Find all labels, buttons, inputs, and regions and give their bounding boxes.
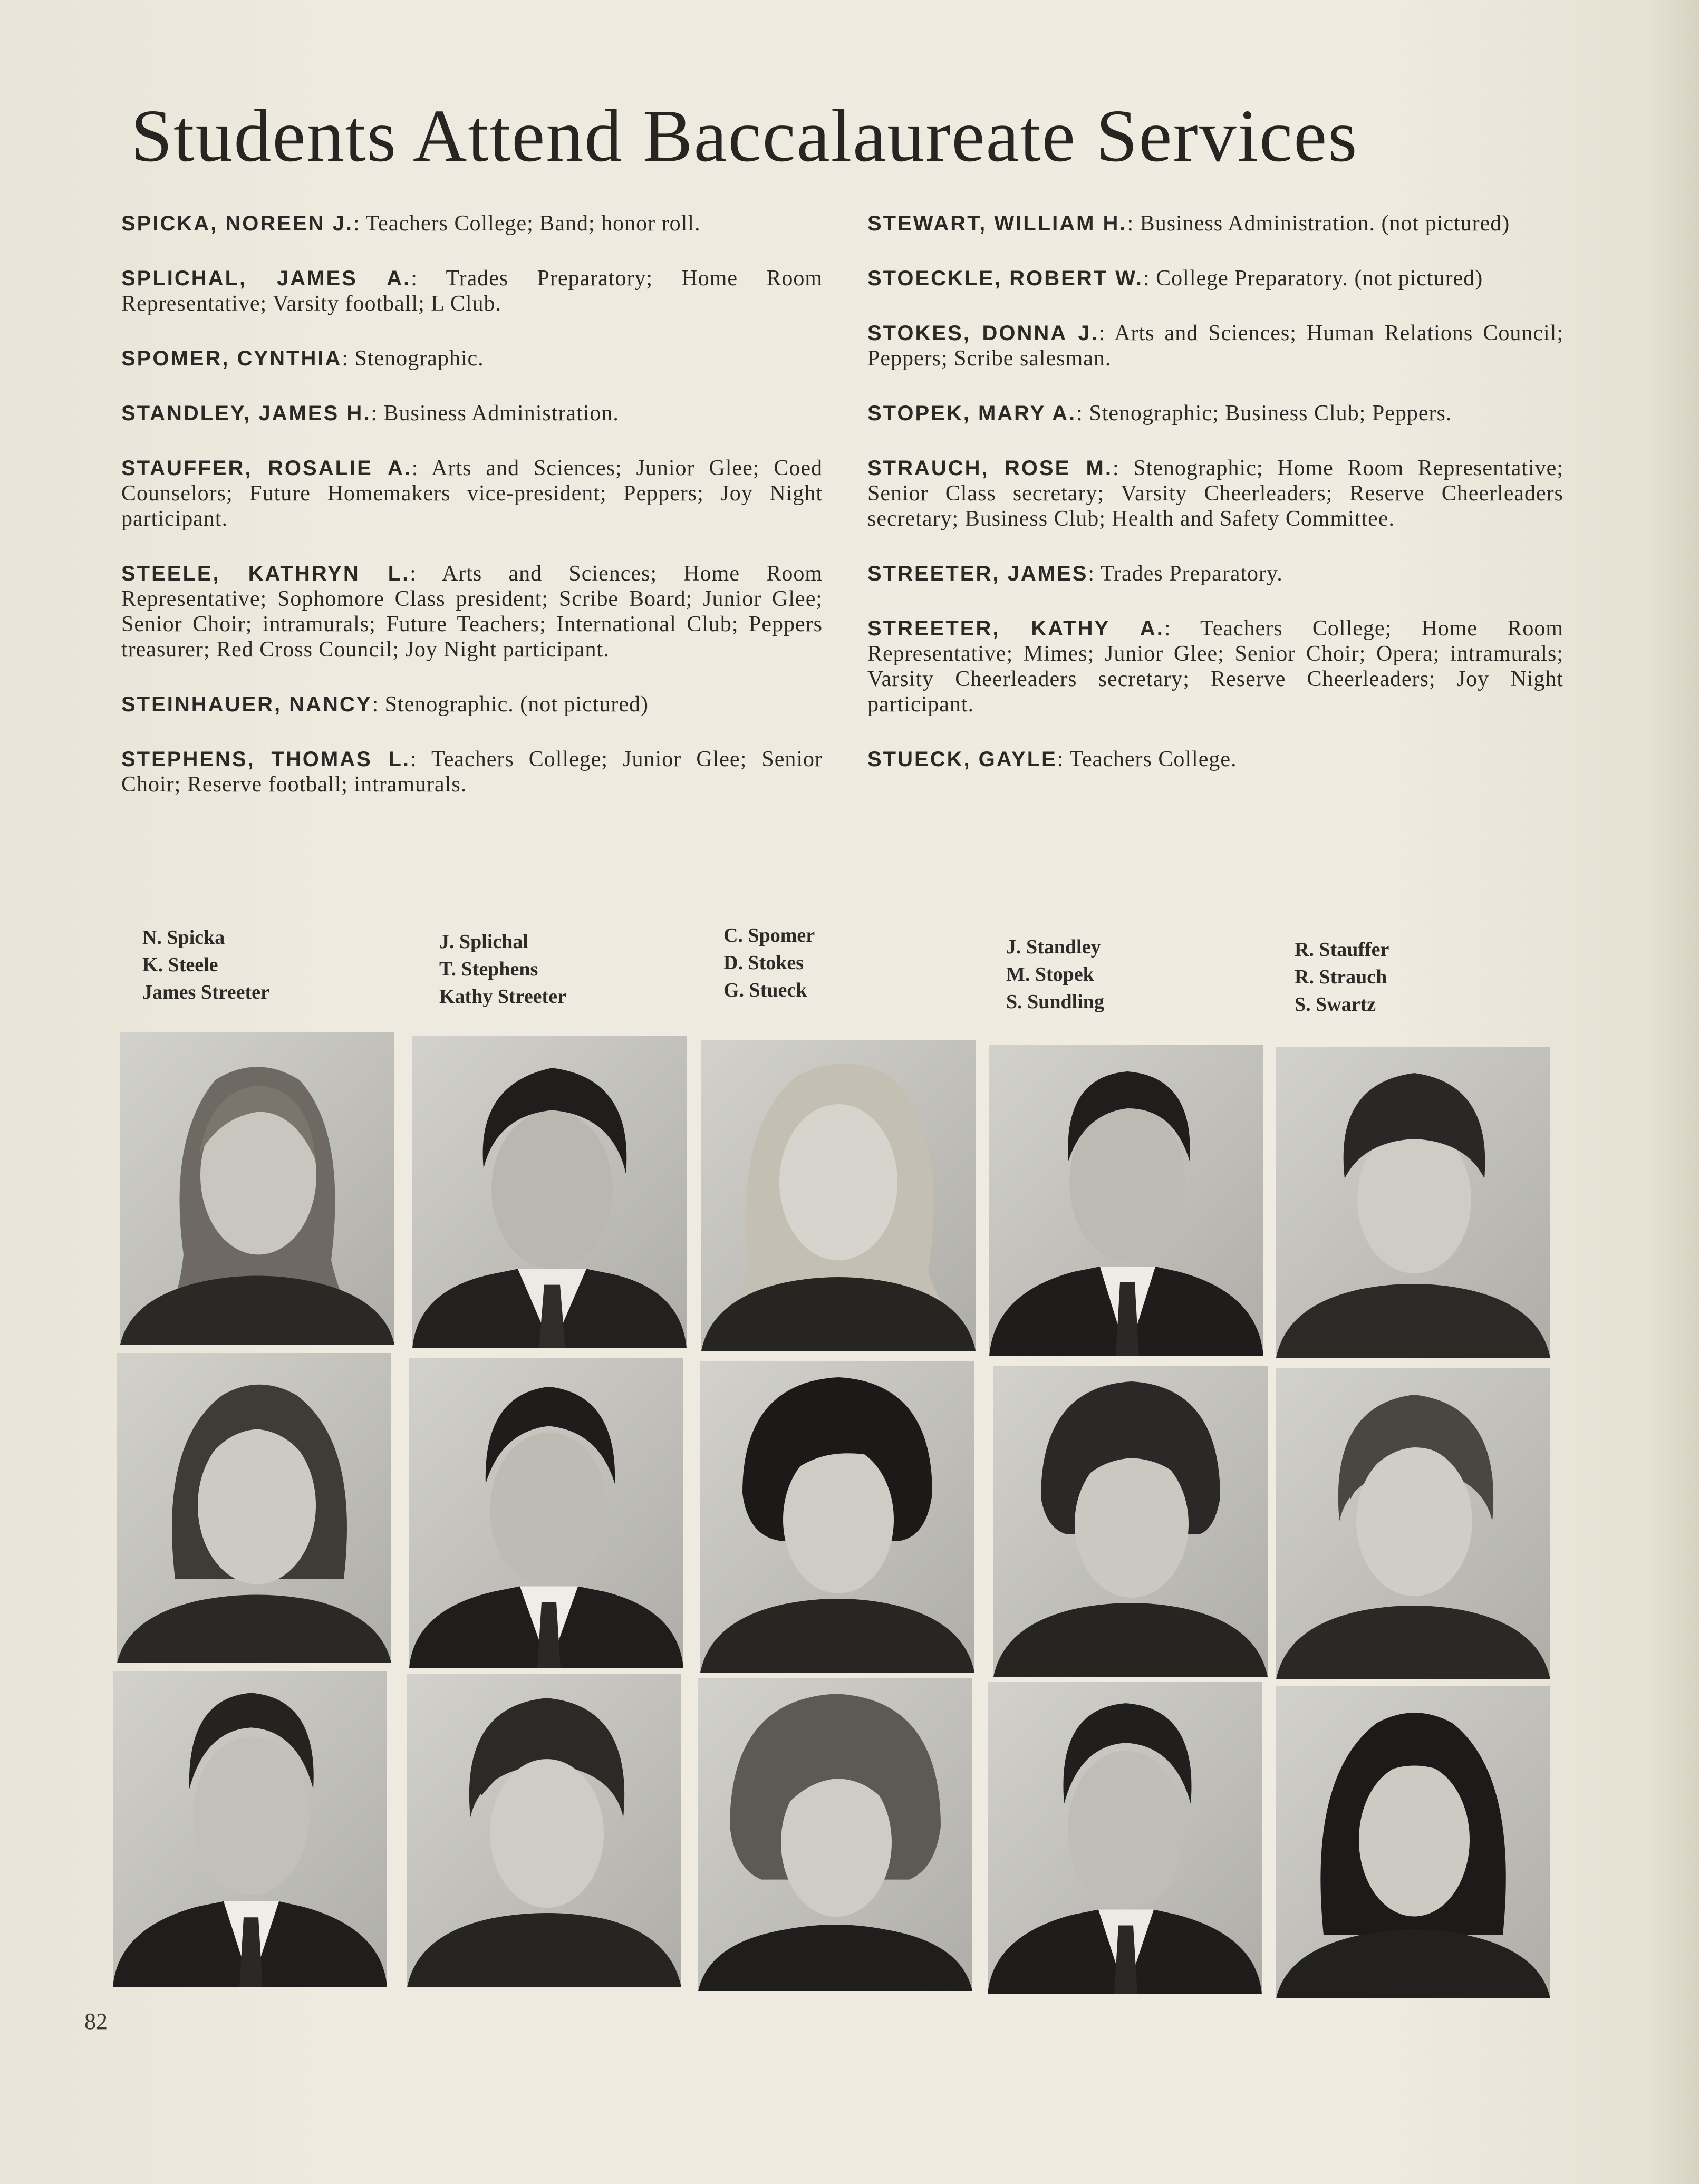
student-portrait [412, 1036, 687, 1348]
student-entry: STEWART, WILLIAM H.: Business Administration. (not pictured) [867, 211, 1510, 236]
student-entry: STAUFFER, ROSALIE A.: Arts and Sciences; Junior Glee; Coed Counselors; Future Homemakers vice-president; Peppers; Joy Night participant. [121, 456, 823, 531]
student-portrait [993, 1366, 1268, 1677]
student-entry: STREETER, JAMES: Trades Preparatory. [867, 562, 1283, 586]
page-title: Students Attend Baccalaureate Services [131, 94, 1358, 177]
student-entry: STOPEK, MARY A.: Stenographic; Business Club; Peppers. [867, 401, 1452, 426]
student-entry: SPLICHAL, JAMES A.: Trades Preparatory; Home Room Representative; Varsity football; L Club. [121, 266, 823, 316]
student-portrait [701, 1040, 976, 1351]
student-portrait [113, 1671, 387, 1987]
right-entries-column [867, 211, 1563, 801]
photo-caption-column-5: R. Stauffer R. Strauch S. Swartz [1295, 939, 1389, 1016]
student-portrait [989, 1045, 1263, 1356]
photo-caption-column-4: J. Standley M. Stopek S. Sundling [1006, 936, 1104, 1013]
student-entry: SPICKA, NOREEN J.: Teachers College; Band; honor roll. [121, 211, 701, 236]
student-entry: STEINHAUER, NANCY: Stenographic. (not pictured) [121, 692, 649, 717]
student-entry: SPOMER, CYNTHIA: Stenographic. [121, 346, 484, 371]
left-entries-column [121, 211, 823, 827]
student-portrait [117, 1353, 391, 1663]
student-entry: STUECK, GAYLE: Teachers College. [867, 747, 1237, 771]
photo-caption-column-1: N. Spicka K. Steele James Streeter [142, 926, 269, 1003]
student-portrait [120, 1032, 394, 1345]
photo-caption-column-3: C. Spomer D. Stokes G. Stueck [723, 924, 815, 1001]
student-portrait [698, 1678, 972, 1991]
student-entry: STOECKLE, ROBERT W.: College Preparatory. (not pictured) [867, 266, 1483, 291]
photo-caption-column-2: J. Splichal T. Stephens Kathy Streeter [439, 931, 566, 1008]
student-portrait [407, 1674, 681, 1987]
student-portrait [1276, 1686, 1550, 1998]
page-number: 82 [84, 2008, 108, 2034]
student-portrait [409, 1358, 683, 1668]
student-entry: STOKES, DONNA J.: Arts and Sciences; Human Relations Council; Peppers; Scribe salesman. [867, 321, 1563, 371]
student-portrait [1276, 1047, 1550, 1358]
student-entry: STRAUCH, ROSE M.: Stenographic; Home Room Representative; Senior Class secretary; Varsity Cheerleaders; Reserve Cheerleaders secretary; Business Club; Health and Safety Committee. [867, 456, 1563, 531]
student-portrait [1276, 1368, 1550, 1679]
student-entry: STEELE, KATHRYN L.: Arts and Sciences; Home Room Representative; Sophomore Class president; Scribe Board; Junior Glee; Senior Choir; intramurals; Future Teachers; International Club; Peppers treasurer; Red Cross Council; Joy Night participant. [121, 562, 823, 662]
student-portrait [988, 1682, 1262, 1994]
student-portrait [700, 1361, 974, 1673]
student-entry: STEPHENS, THOMAS L.: Teachers College; Junior Glee; Senior Choir; Reserve football; intramurals. [121, 747, 823, 797]
student-entry: STREETER, KATHY A.: Teachers College; Home Room Representative; Mimes; Junior Glee; Senior Choir; Opera; intramurals; Varsity Cheerleaders secretary; Reserve Cheerleaders; Joy Night participant. [867, 616, 1563, 717]
student-entry: STANDLEY, JAMES H.: Business Administration. [121, 401, 619, 426]
